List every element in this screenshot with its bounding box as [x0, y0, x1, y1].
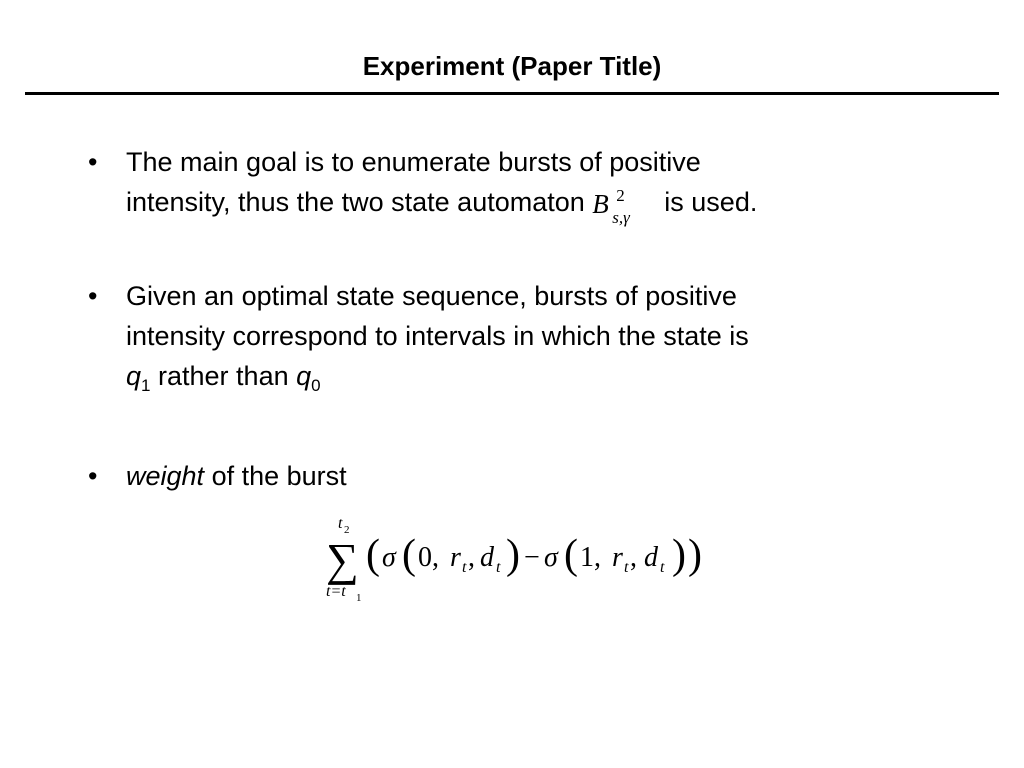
bullet-1-line-2-start: intensity, thus the two state automaton	[126, 187, 585, 217]
bullet-3-rest: of the burst	[211, 461, 347, 491]
paren-close-1: )	[506, 532, 520, 578]
d-1: d	[480, 542, 494, 573]
state-q1-subscript: 1	[141, 376, 151, 395]
comma-1: ,	[468, 542, 475, 573]
state-q0: q	[296, 361, 312, 391]
state-0: 0,	[418, 542, 439, 573]
bullet-1-line-1: The main goal is to enumerate bursts of positive	[126, 147, 701, 177]
upper-limit: t	[338, 515, 343, 532]
bullet-2-line-3	[126, 356, 966, 406]
lower-limit-subscript: 1	[356, 592, 362, 604]
automaton-subscript: s,γ	[612, 208, 630, 227]
comma-2: ,	[630, 542, 637, 573]
sigma-1: σ	[382, 542, 396, 573]
bullet-marker: •	[88, 147, 98, 177]
r-1: r	[450, 542, 461, 573]
paren-open-1: (	[402, 532, 416, 578]
bullet-1-line-2-end: is used.	[664, 187, 758, 217]
paren-close-2: )	[672, 532, 686, 578]
d-2-subscript: t	[660, 559, 665, 576]
state-1: 1,	[580, 542, 601, 573]
bullet-1-text	[126, 142, 966, 227]
paren-open-2: (	[564, 532, 578, 578]
minus-sign: −	[524, 542, 540, 573]
d-2: d	[644, 542, 658, 573]
bullet-2-line-2: intensity correspond to intervals in which the state is	[126, 321, 749, 351]
slide-title: Experiment (Paper Title)	[362, 51, 662, 81]
outer-left-paren: (	[366, 532, 380, 578]
d-1-subscript: t	[496, 559, 501, 576]
r-2: r	[612, 542, 623, 573]
bullet-marker: •	[88, 461, 98, 491]
r-1-subscript: t	[462, 559, 467, 576]
bullet-3-text	[126, 456, 966, 496]
bullet-2-rather-than: rather than	[158, 361, 289, 391]
formula-svg	[322, 508, 722, 612]
state-q0-subscript: 0	[311, 376, 321, 395]
outer-right-paren: )	[688, 532, 702, 578]
title-divider	[25, 92, 999, 95]
r-2-subscript: t	[624, 559, 629, 576]
state-q1: q	[126, 361, 142, 391]
sigma-2: σ	[544, 542, 558, 573]
bullet-2-text	[126, 276, 966, 406]
automaton-symbol	[592, 182, 664, 227]
bullet-marker: •	[88, 281, 98, 311]
summation-symbol: ∑	[326, 534, 359, 585]
bullet-1-line-2	[126, 182, 966, 227]
automaton-superscript: 2	[616, 186, 625, 205]
burst-weight-formula	[322, 508, 722, 612]
automaton-base: B	[592, 189, 609, 219]
bullet-2-line-1: Given an optimal state sequence, bursts of positive	[126, 281, 737, 311]
upper-limit-subscript: 2	[344, 524, 350, 536]
bullet-3-emphasis: weight	[126, 461, 205, 491]
lower-limit: t=t	[326, 583, 346, 600]
